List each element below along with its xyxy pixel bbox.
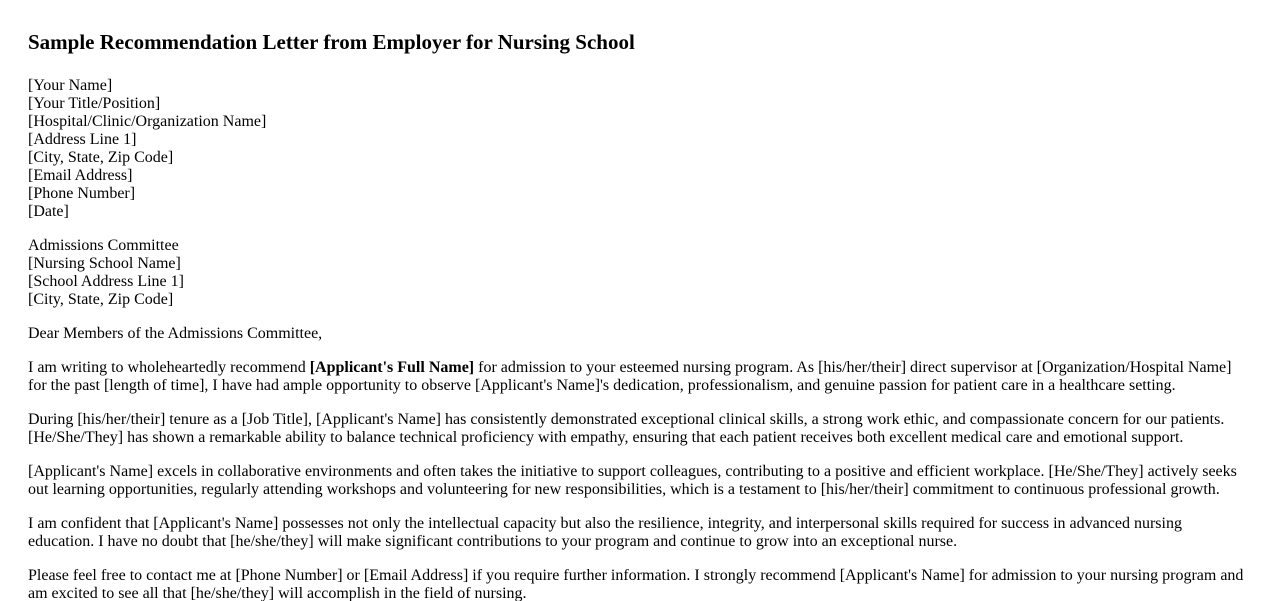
sender-address-block — [28, 77, 1250, 221]
page-title: Sample Recommendation Letter from Employer for Nursing School — [28, 30, 635, 54]
salutation: Dear Members of the Admissions Committee, — [28, 325, 323, 342]
sender-name-line: [Your Name] — [28, 77, 113, 94]
sender-phone-line: [Phone Number] — [28, 185, 136, 202]
sender-email-line: [Email Address] — [28, 167, 133, 184]
paragraph-1-text-before: I am writing to wholeheartedly recommend — [28, 359, 310, 376]
recipient-city-line: [City, State, Zip Code] — [28, 291, 174, 308]
recipient-school-line: [Nursing School Name] — [28, 255, 181, 272]
sender-organization-line: [Hospital/Clinic/Organization Name] — [28, 113, 267, 130]
recipient-address-block — [28, 237, 1250, 309]
sender-date-line: [Date] — [28, 203, 69, 220]
sender-address-line: [Address Line 1] — [28, 131, 137, 148]
recipient-committee-line: Admissions Committee — [28, 237, 179, 254]
paragraph-confidence: I am confident that [Applicant's Name] possesses not only the intellectual capacity but also the resilience, integrity, and interpersonal skills required for success in advanced nursing education. I have no doubt that [he/she/they] will make significant contributions to your program and continue to grow into an exceptional nurse. — [28, 515, 1182, 550]
recipient-address-line: [School Address Line 1] — [28, 273, 184, 290]
paragraph-collaboration: [Applicant's Name] excels in collaborative environments and often takes the initiative to support colleagues, contributing to a positive and efficient workplace. [He/She/They] actively seeks out learning opportunities, regularly attending workshops and volunteering for new responsibilities, which is a testament to [his/her/their] commitment to continuous professional growth. — [28, 463, 1237, 498]
sender-city-line: [City, State, Zip Code] — [28, 149, 174, 166]
paragraph-introduction — [28, 359, 1250, 395]
paragraph-clinical-skills: During [his/her/their] tenure as a [Job Title], [Applicant's Name] has consistently demonstrated exceptional clinical skills, a strong work ethic, and compassionate concern for our patients. [He/She/They] has shown a remarkable ability to balance technical proficiency with empathy, ensuring that each patient receives both excellent medical care and emotional support. — [28, 411, 1225, 446]
sender-title-line: [Your Title/Position] — [28, 95, 161, 112]
paragraph-1-text-after: for admission to your esteemed nursing program. As [his/her/their] direct supervisor at [Organization/Hospital Name] for the past [length of time], I have had ample opportunity to observe [Applicant's Name]'s dedication, professionalism, and genuine passion for patient care in a healthcare setting. — [28, 359, 1232, 394]
paragraph-contact: Please feel free to contact me at [Phone Number] or [Email Address] if you require further information. I strongly recommend [Applicant's Name] for admission to your nursing program and am excited to see all that [he/she/they] will accomplish in the field of nursing. — [28, 567, 1244, 601]
applicant-full-name-placeholder: [Applicant's Full Name] — [309, 359, 475, 376]
